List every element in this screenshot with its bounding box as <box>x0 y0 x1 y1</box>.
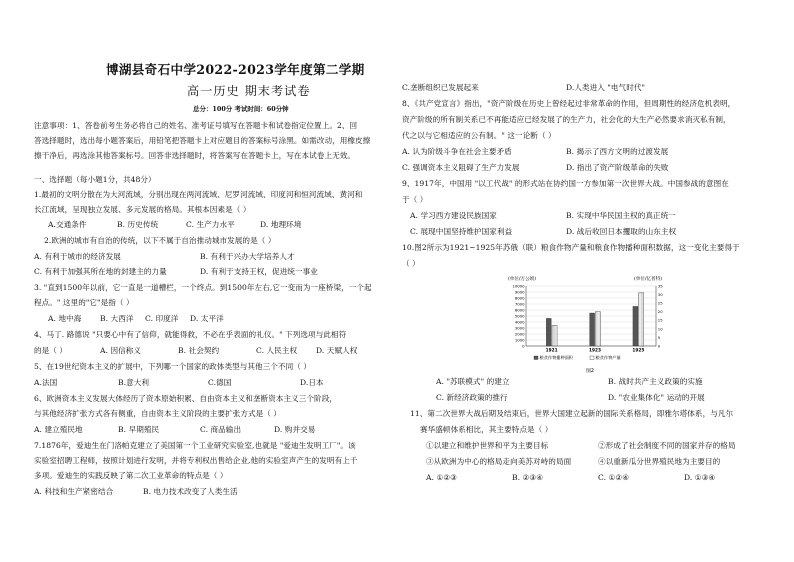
q3-option-b: B. 大西洋 <box>100 314 134 323</box>
x-tick-label: 1921 <box>545 348 558 354</box>
left-tick-label: 1000 <box>514 337 525 343</box>
q9-option-d: D. 战后收回日本攫取的山东主权 <box>566 227 677 236</box>
q4-option-c: C. 人民主权 <box>256 346 298 355</box>
right-tick-label: 30 <box>657 291 663 297</box>
left-tick-label: 9000 <box>514 289 525 295</box>
right-tick-label: 10 <box>657 326 663 332</box>
q4-option-b: B. 社会契约 <box>178 346 220 355</box>
left-tick-label: 2000 <box>514 331 525 337</box>
notice-line: 答选择题时，选出每小题答案后，用铅笔把答题卡上对应题目的答案标号涂黑。如需改动，用橡皮擦 <box>34 136 371 145</box>
q7-option-d: D.人类进入 "电气时代" <box>566 83 646 92</box>
left-tick-label: 5000 <box>514 313 525 319</box>
q8-text: 8、《共产党宣言》指出，"资产阶级在历史上曾经起过非常革命的作用，但周期性的经济危机表明， <box>402 99 736 108</box>
q8-option-d: D. 指出了资产阶级革命的失败 <box>566 163 669 172</box>
chart-caption: 图2 <box>586 369 594 374</box>
bar-sown-area <box>590 313 595 346</box>
q9-text: 9、1917年，中国用 "以工代战" 的形式站在协约国一方参加第一次世界大战。中国参战的意图在 <box>402 179 729 188</box>
right-tick-label: 5 <box>657 334 661 340</box>
q3-text: 3. "直到1500年以前，它一直是一道槽栏，一个终点。到1500年左右,它一变而为一座桥梁，一个起 <box>34 283 372 292</box>
exam-meta: 总分：100分 考试时间：60分钟 <box>193 105 289 113</box>
q3-option-c: C. 印度洋 <box>145 314 179 323</box>
q7-option-c: C.垄断组织已发展起来 <box>402 83 479 92</box>
q7-text: 实验室招聘工程师，按照计划进行发明，并将专利权出售给企业,他的实验室声产生的发明有上千 <box>34 456 358 465</box>
q9-option-c: C. 展现中国坚持维护国家利益 <box>410 227 513 236</box>
q1-text: 长江流域，呈现独立发展、多元发展的格局。其根本因素是（ ） <box>34 205 251 214</box>
q6-option-d: D. 购并交易 <box>274 425 316 434</box>
q7-text: 多项。爱迪生的实践反映了第二次工业革命的特点是（ ） <box>34 471 228 480</box>
q4-option-a: A. 因信称义 <box>100 346 142 355</box>
q5-option-d: D.日本 <box>300 378 324 387</box>
q4-option-d: D. 天赋人权 <box>316 346 358 355</box>
q8-text: 资产阶级的所有制关系已不再能适应已经发展了的生产力，社会化的大生产必然要求消灭私有制， <box>402 115 731 124</box>
left-tick-label: 0 <box>522 343 525 349</box>
q2-option-c: C. 有利于加强其所在地的封建主的力量 <box>34 267 167 276</box>
q6-option-c: C. 商品输出 <box>200 425 242 434</box>
q9-text: 于（ ） <box>402 195 428 204</box>
q11-item-2: ②形成了社会制度不同的国家并存的格局 <box>598 441 736 450</box>
q11-item-4: ④以重新瓜分世界殖民地为主要目的 <box>598 457 721 466</box>
legend-label: 粮食作物播种面积 <box>539 355 574 361</box>
right-tick-label: 35 <box>657 283 663 289</box>
q11-option-d: D. ①③④ <box>684 473 716 482</box>
left-tick-label: 10000 <box>512 283 525 289</box>
q11-option-c: C. ①②④ <box>598 473 630 482</box>
q2-option-b: B. 有利于兴办大学培养人才 <box>200 252 295 261</box>
q3-option-d: D. 太平洋 <box>190 314 224 323</box>
chart-legend <box>534 354 621 361</box>
q10-option-c: C. 新经济政策的推行 <box>436 393 508 402</box>
q10-option-b: B. 战时共产主义政策的实施 <box>608 377 703 386</box>
q1-option-d: D. 地理环境 <box>260 220 302 229</box>
q5-option-b: B.意大利 <box>118 378 150 387</box>
q8-option-c: C. 强调资本主义阻碍了生产力发展 <box>402 163 520 172</box>
left-tick-label: 6000 <box>514 307 525 313</box>
legend-swatch-sown-area <box>534 356 538 360</box>
x-tick-label: 1923 <box>589 348 601 354</box>
q1-option-c: C. 生产力水平 <box>186 220 235 229</box>
q1-text: 1.最初的文明分散在为大河流域，分别出现在两河流域、尼罗河流域、印度河和恒河流域、黄河和 <box>34 190 363 199</box>
q6-option-b: B. 早期殖民 <box>118 425 160 434</box>
q10-option-d: D. "农业集体化" 运动的开展 <box>608 393 705 402</box>
q9-option-a: A. 学习西方建设民族国家 <box>410 211 497 220</box>
q2-option-d: D. 有利于支持王权，促进统一事业 <box>200 267 318 276</box>
q2-text: 2.欧洲的城市有自治的传统，以下不属于自治推动城市发展的是（ ） <box>44 236 276 245</box>
left-tick-label: 8000 <box>514 295 525 301</box>
right-tick-label: 15 <box>657 317 663 323</box>
q10-text: 10.图2所示为1921~1925年苏俄（联）粮食作物产量和粮食作物播种面积数据，这一变化主要得于 <box>402 243 740 252</box>
left-axis-label: (单位/万公顷) <box>508 277 537 282</box>
q11-option-a: A. ①②③ <box>426 473 458 482</box>
q10-option-a: A. "苏联模式" 的建立 <box>436 377 510 386</box>
q7-option-a: A. 科技和生产紧密结合 <box>34 487 114 496</box>
q11-item-1: ①以建立和维护世界和平为主要目标 <box>426 441 549 450</box>
school-title: 博湖县奇石中学2022-2023学年度第二学期 <box>106 62 365 77</box>
q1-option-a: A.交通条件 <box>48 220 87 229</box>
q7-option-b: B. 电力技术改变了人类生活 <box>143 487 238 496</box>
right-tick-label: 25 <box>657 300 663 306</box>
q11-text: 11、第二次世界大战后期及结束后，世界大国建立起新的国际关系格局，即雅尔塔体系，与凡尔 <box>410 409 734 418</box>
exam-title: 高一历史 期末考试卷 <box>187 84 311 98</box>
q3-text: 程点。" 这里的"它"是指（ ） <box>34 298 134 307</box>
q3-option-a: A. 地中海 <box>48 314 82 323</box>
q6-text: 6、欧洲资本主义发展大体经历了资本原始积累、自由资本主义和垄断资本主义三个阶段， <box>34 394 337 403</box>
q6-text: 与其他经济扩张方式各有侧重，自由资本主义阶段的主要扩张方式是（ ） <box>34 409 282 418</box>
notice-line: 擦干净后，再选涂其他答案标号。回答非选择题时，将答案写在答题卡上，写在本试卷上无效。 <box>34 151 356 160</box>
q11-option-b: B. ②③④ <box>512 473 544 482</box>
right-tick-label: 0 <box>657 343 661 349</box>
q6-option-a: A. 建立殖民地 <box>34 425 83 434</box>
right-tick-label: 20 <box>657 309 663 315</box>
q8-option-a: A. 认为阶级斗争在社会主要矛盾 <box>402 147 512 156</box>
section-heading: 一、选择题（每小题1分，共48分） <box>34 175 156 184</box>
q7-text: 7.1876年，爱迪生在门洛帕克建立了美国第一个工业研究实验室,也就是 "爱迪生发明工厂"。该 <box>34 441 356 450</box>
q8-text: 代之以与它相适应的公有制。" 这一论断（ ） <box>402 131 556 140</box>
legend-swatch-grain-output <box>590 356 594 360</box>
bar-sown-area <box>633 306 638 346</box>
q5-option-a: A.法国 <box>34 378 58 387</box>
left-tick-label: 4000 <box>514 319 525 325</box>
right-axis-label: (单位/亿普特) <box>634 277 663 282</box>
x-tick-label: 1925 <box>632 348 645 354</box>
notice-line: 注意事项：1、答卷前考生务必将自己的姓名、准考证号填写在答题卡和试卷指定位置上。2、回 <box>34 121 358 130</box>
grain-chart <box>506 272 674 374</box>
q5-text: 5、在19世纪资本主义的扩展中，下列哪一个国家的政体类型与其他三个不同（ ） <box>34 362 311 371</box>
q5-option-c: C.德国 <box>208 378 232 387</box>
q11-item-3: ③从欧洲为中心的格局走向美苏对峙的局面 <box>426 457 572 466</box>
legend-label: 粮食作物产量 <box>595 355 621 361</box>
q10-text: （ ） <box>402 259 420 268</box>
q2-option-a: A. 有利于城市的经济发展 <box>34 252 121 261</box>
q11-text: 赛华盛顿体系相比，其主要特点是（ ） <box>420 425 553 434</box>
q4-text: 的是（ ） <box>34 346 68 355</box>
chart-bars <box>546 293 643 346</box>
q1-option-b: B. 历史传统 <box>117 220 159 229</box>
left-tick-label: 7000 <box>514 301 525 307</box>
q9-option-b: B. 实现中华民国主权的真正统一 <box>566 211 676 220</box>
q4-text: 4、马丁. 路德说 "只要心中有了信仰，就能得救，不必在乎表面的礼仪。" 下列选项与此相符 <box>34 330 347 339</box>
q8-option-b: B. 揭示了西方文明的过渡发展 <box>566 147 669 156</box>
bar-sown-area <box>546 318 551 346</box>
left-tick-label: 3000 <box>514 325 525 331</box>
